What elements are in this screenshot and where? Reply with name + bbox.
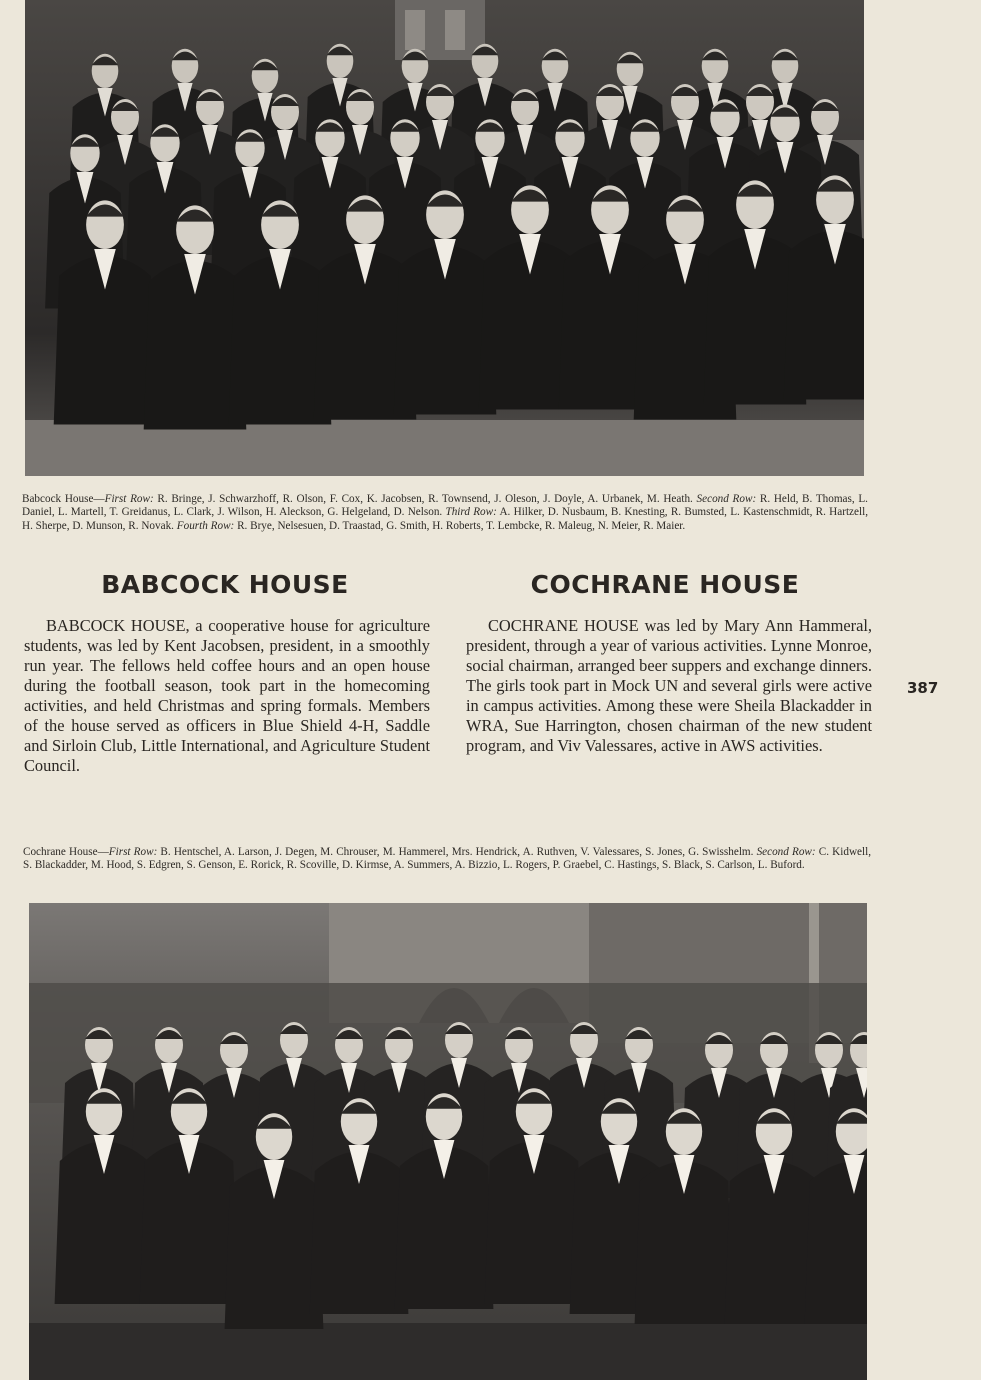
babcock-heading: BABCOCK HOUSE <box>101 570 349 599</box>
caption-row-label: First Row: <box>108 846 158 858</box>
caption-row-names: R. Brye, Nelsesuen, D. Traastad, G. Smith, H. Roberts, T. Lembcke, R. Maleug, N. Meier, R. Maier. <box>234 519 686 532</box>
babcock-article: BABCOCK HOUSE, a cooperative house for agriculture students, was led by Kent Jacobsen, president, in a smoothly run year. The fellows held coffee hours and an open house during the football season, took part in the homecoming activities, and held Christmas and spring formals. Members of the house served as officers in Blue Shield 4-H, Saddle and Sirloin Club, Little International, and Agriculture Student Council. <box>24 616 430 775</box>
cochrane-article: COCHRANE HOUSE was led by Mary Ann Hammeral, president, through a year of various activities. Lynne Monroe, social chairman, arranged beer suppers and exchange dinners. The girls took part in Mock UN and several girls were active in campus activities. Among these were Sheila Blackadder in WRA, Sue Harrington, chosen chairman of the new student program, and Viv Valessares, active in AWS activities. <box>466 616 872 755</box>
caption-dash: — <box>93 493 105 505</box>
caption-row-names: B. Hentschel, A. Larson, J. Degen, M. Chrouser, M. Hammerel, Mrs. Hendrick, A. Ruthven, V. Valessares, S. Jones, G. Swisshelm. <box>157 846 757 858</box>
caption-dash: — <box>97 846 109 858</box>
page-number: 387 <box>907 679 939 697</box>
cochrane-group-photo <box>29 903 867 1380</box>
caption-house-name: Babcock House <box>22 493 94 505</box>
babcock-photo-image <box>25 0 864 476</box>
caption-row-names: R. Held, B. Thomas, L. Daniel, L. Martell, T. Greidanus, L. Clark, J. Wilson, H. Aleckson, G. Helgeland, D. Nelson. <box>22 493 868 519</box>
babcock-caption <box>22 493 868 533</box>
caption-row-label: Second Row: <box>756 846 816 858</box>
caption-row-names: C. Kidwell, S. Blackadder, M. Hood, S. Edgren, S. Genson, E. Rorick, R. Scoville, D. Kirmse, A. Summers, A. Bizzio, L. Rogers, P. Graebel, C. Hastings, S. Black, S. Carlson, L. Buford. <box>23 846 871 872</box>
cochrane-heading: COCHRANE HOUSE <box>530 570 800 599</box>
caption-house-name: Cochrane House <box>23 846 98 858</box>
caption-row-label: Fourth Row: <box>176 519 235 532</box>
caption-row-label: Third Row: <box>445 506 497 519</box>
caption-row-names: A. Hilker, D. Nusbaum, B. Knesting, R. Bumsted, L. Kastenschmidt, R. Hartzell, H. Sherpe, D. Munson, R. Novak. <box>22 506 868 532</box>
babcock-group-photo <box>25 0 864 476</box>
caption-row-names: R. Bringe, J. Schwarzhoff, R. Olson, F. Cox, K. Jacobsen, R. Townsend, J. Oleson, J. Doyle, A. Urbanek, M. Heath. <box>153 493 697 505</box>
cochrane-caption <box>23 846 871 873</box>
cochrane-photo-image <box>29 903 867 1380</box>
caption-row-label: Second Row: <box>696 493 757 505</box>
caption-row-label: First Row: <box>104 493 154 505</box>
